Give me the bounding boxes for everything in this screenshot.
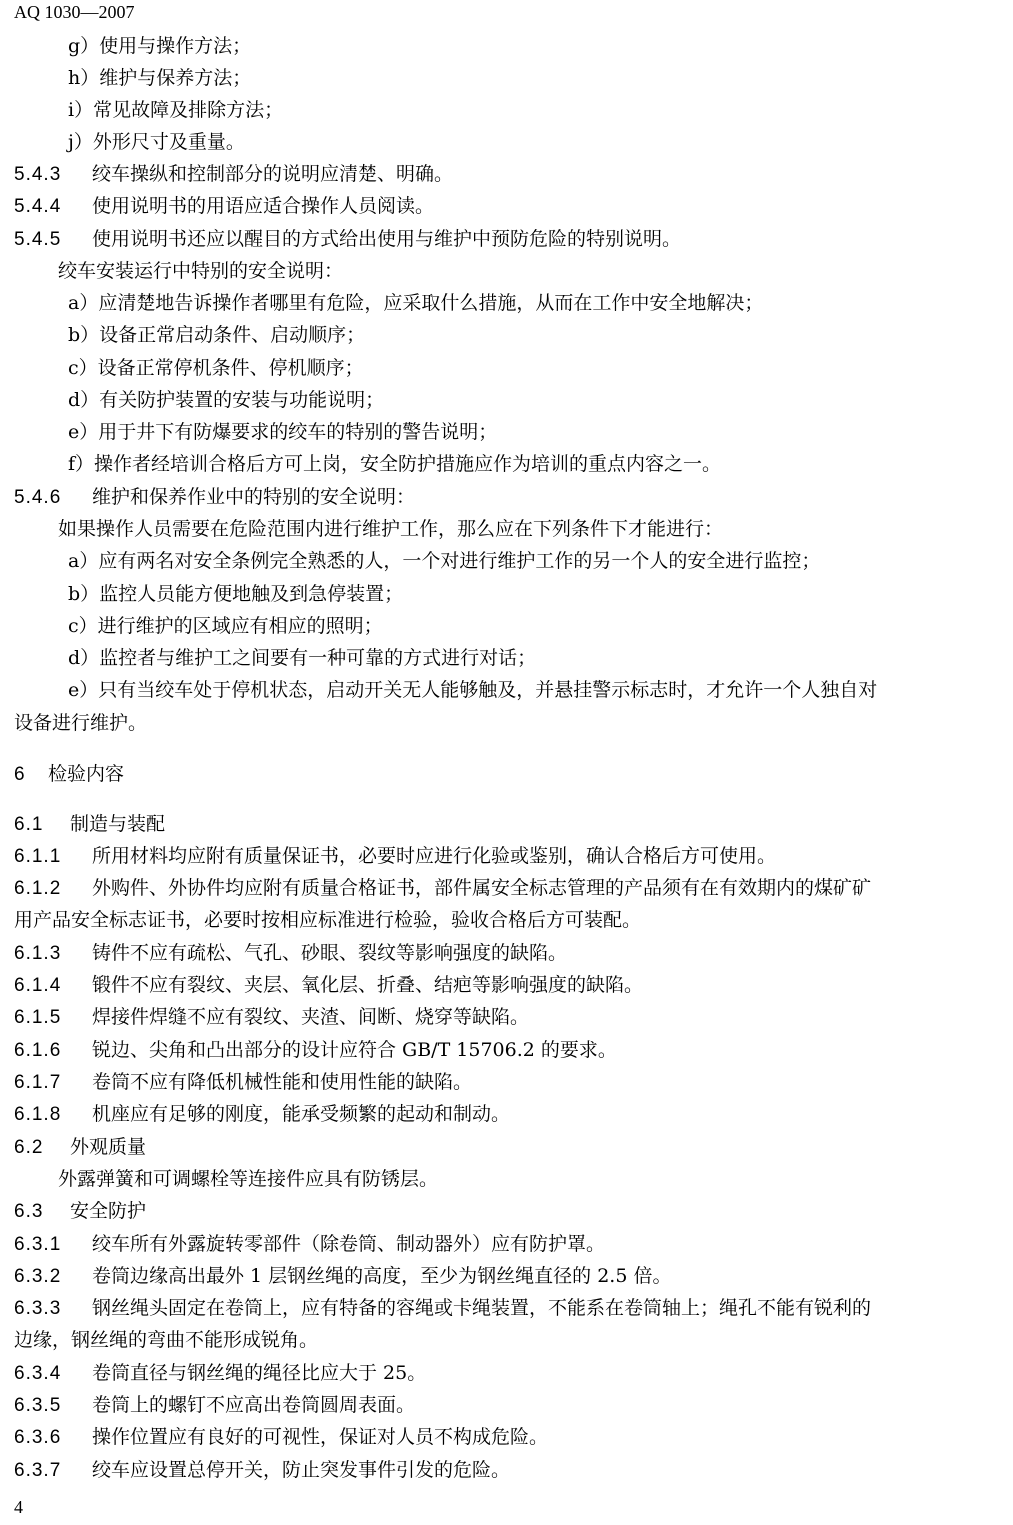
list-item-e: e）只有当绞车处于停机状态，启动开关无人能够触及，并悬挂警示标志时，才允许一个人独自对 bbox=[68, 679, 878, 701]
clause-number: 6.1.1 bbox=[14, 846, 62, 867]
clause-text: 外购件、外协件均应附有质量合格证书，部件属安全标志管理的产品须有在有效期内的煤矿矿 bbox=[92, 877, 872, 899]
clause-text: 卷筒不应有降低机械性能和使用性能的缺陷。 bbox=[92, 1071, 473, 1093]
clause-text: 焊接件焊缝不应有裂纹、夹渣、间断、烧穿等缺陷。 bbox=[92, 1006, 530, 1028]
clause-5-4-3 bbox=[14, 162, 453, 186]
list-item-d: d）监控者与维护工之间要有一种可靠的方式进行对话； bbox=[68, 647, 537, 669]
clause-number: 5.4.4 bbox=[14, 196, 62, 217]
clause-6-3-4 bbox=[14, 1361, 426, 1385]
section-number: 6.2 bbox=[14, 1137, 44, 1158]
clause-6-1-1 bbox=[14, 844, 776, 868]
list-item-c: c）设备正常停机条件、停机顺序； bbox=[68, 357, 364, 379]
clause-text: 绞车操纵和控制部分的说明应清楚、明确。 bbox=[92, 163, 454, 185]
list-item-e: e）用于井下有防爆要求的绞车的特别的警告说明； bbox=[68, 421, 498, 443]
clause-number: 6.3.1 bbox=[14, 1234, 62, 1255]
clause-number: 6.3.7 bbox=[14, 1460, 62, 1481]
document-code-header: AQ 1030—2007 bbox=[14, 2, 135, 22]
clause-text: 锐边、尖角和凸出部分的设计应符合 GB/T 15706.2 的要求。 bbox=[92, 1039, 617, 1061]
clause-number: 6.1.8 bbox=[14, 1104, 62, 1125]
clause-text: 卷筒上的螺钉不应高出卷筒圆周表面。 bbox=[92, 1394, 416, 1416]
paragraph-text: 绞车安装运行中特别的安全说明： bbox=[58, 260, 344, 282]
clause-text: 铸件不应有疏松、气孔、砂眼、裂纹等影响强度的缺陷。 bbox=[92, 942, 568, 964]
section-heading-6 bbox=[14, 762, 124, 786]
clause-number: 6.1.2 bbox=[14, 878, 62, 899]
list-item-e-continuation: 设备进行维护。 bbox=[14, 712, 148, 734]
section-heading-6-3 bbox=[14, 1199, 146, 1223]
list-item-i: i）常见故障及排除方法； bbox=[68, 99, 284, 121]
clause-number: 5.4.3 bbox=[14, 164, 62, 185]
list-item-d: d）有关防护装置的安装与功能说明； bbox=[68, 389, 385, 411]
clause-text: 绞车应设置总停开关，防止突发事件引发的危险。 bbox=[92, 1459, 511, 1481]
section-heading-6-2 bbox=[14, 1135, 146, 1159]
section-title: 安全防护 bbox=[70, 1200, 147, 1222]
clause-text: 卷筒直径与钢丝绳的绳径比应大于 25。 bbox=[92, 1362, 427, 1384]
list-item-b: b）设备正常启动条件、启动顺序； bbox=[68, 324, 366, 346]
clause-6-1-4 bbox=[14, 973, 643, 997]
list-item-h: h）维护与保养方法； bbox=[68, 67, 252, 89]
clause-number: 6.1.6 bbox=[14, 1040, 62, 1061]
clause-number: 6.1.7 bbox=[14, 1072, 62, 1093]
clause-text: 使用说明书还应以醒目的方式给出使用与维护中预防危险的特别说明。 bbox=[92, 228, 682, 250]
section-heading-6-1 bbox=[14, 812, 165, 836]
clause-number: 5.4.5 bbox=[14, 229, 62, 250]
clause-6-1-3 bbox=[14, 941, 567, 965]
list-item-c: c）进行维护的区域应有相应的照明； bbox=[68, 615, 383, 637]
clause-5-4-6 bbox=[14, 485, 415, 509]
clause-number: 5.4.6 bbox=[14, 487, 62, 508]
clause-text: 钢丝绳头固定在卷筒上，应有特备的容绳或卡绳装置，不能系在卷筒轴上；绳孔不能有锐利的 bbox=[92, 1297, 872, 1319]
clause-number: 6.3.6 bbox=[14, 1427, 62, 1448]
clause-6-3-3 bbox=[14, 1296, 871, 1320]
list-item-j: j）外形尺寸及重量。 bbox=[68, 131, 245, 153]
clause-6-1-6 bbox=[14, 1038, 617, 1062]
paragraph-text: 外露弹簧和可调螺栓等连接件应具有防锈层。 bbox=[58, 1168, 439, 1190]
list-item-a: a）应清楚地告诉操作者哪里有危险，应采取什么措施，从而在工作中安全地解决； bbox=[68, 292, 764, 314]
clause-text: 操作位置应有良好的可视性，保证对人员不构成危险。 bbox=[92, 1426, 549, 1448]
clause-text: 使用说明书的用语应适合操作人员阅读。 bbox=[92, 195, 435, 217]
clause-6-3-3-continuation: 边缘，钢丝绳的弯曲不能形成锐角。 bbox=[14, 1329, 319, 1351]
clause-number: 6.3.3 bbox=[14, 1298, 62, 1319]
clause-number: 6.3.5 bbox=[14, 1395, 62, 1416]
list-item-a: a）应有两名对安全条例完全熟悉的人，一个对进行维护工作的另一个人的安全进行监控； bbox=[68, 550, 821, 572]
section-title: 检验内容 bbox=[48, 763, 125, 785]
list-item-b: b）监控人员能方便地触及到急停装置； bbox=[68, 583, 404, 605]
clause-6-3-7 bbox=[14, 1458, 510, 1482]
clause-6-1-8 bbox=[14, 1102, 510, 1126]
clause-5-4-5 bbox=[14, 227, 681, 251]
section-title: 制造与装配 bbox=[70, 813, 166, 835]
clause-6-3-1 bbox=[14, 1232, 605, 1256]
clause-6-1-7 bbox=[14, 1070, 472, 1094]
clause-6-3-5 bbox=[14, 1393, 415, 1417]
section-title: 外观质量 bbox=[70, 1136, 147, 1158]
clause-6-3-6 bbox=[14, 1425, 548, 1449]
section-number: 6.1 bbox=[14, 814, 44, 835]
clause-6-3-2 bbox=[14, 1264, 671, 1288]
clause-number: 6.1.3 bbox=[14, 943, 62, 964]
list-item-f: f）操作者经培训合格后方可上岗，安全防护措施应作为培训的重点内容之一。 bbox=[68, 453, 722, 475]
clause-6-1-2-continuation: 用产品安全标志证书，必要时按相应标准进行检验，验收合格后方可装配。 bbox=[14, 909, 642, 931]
clause-number: 6.3.4 bbox=[14, 1363, 62, 1384]
list-item-g: g）使用与操作方法； bbox=[68, 35, 252, 57]
page-number: 4 bbox=[14, 1497, 23, 1517]
clause-text: 卷筒边缘高出最外 1 层钢丝绳的高度，至少为钢丝绳直径的 2.5 倍。 bbox=[92, 1265, 672, 1287]
clause-6-1-2 bbox=[14, 876, 871, 900]
clause-text: 所用材料均应附有质量保证书，必要时应进行化验或鉴别，确认合格后方可使用。 bbox=[92, 845, 777, 867]
paragraph-text: 如果操作人员需要在危险范围内进行维护工作，那么应在下列条件下才能进行： bbox=[58, 518, 724, 540]
clause-text: 绞车所有外露旋转零部件（除卷筒、制动器外）应有防护罩。 bbox=[92, 1233, 606, 1255]
clause-text: 维护和保养作业中的特别的安全说明： bbox=[92, 486, 416, 508]
clause-number: 6.3.2 bbox=[14, 1266, 62, 1287]
clause-5-4-4 bbox=[14, 194, 434, 218]
clause-6-1-5 bbox=[14, 1005, 529, 1029]
clause-number: 6.1.5 bbox=[14, 1007, 62, 1028]
section-number: 6.3 bbox=[14, 1201, 44, 1222]
clause-text: 锻件不应有裂纹、夹层、氧化层、折叠、结疤等影响强度的缺陷。 bbox=[92, 974, 644, 996]
clause-text: 机座应有足够的刚度，能承受频繁的起动和制动。 bbox=[92, 1103, 511, 1125]
section-number: 6 bbox=[14, 764, 26, 785]
clause-number: 6.1.4 bbox=[14, 975, 62, 996]
